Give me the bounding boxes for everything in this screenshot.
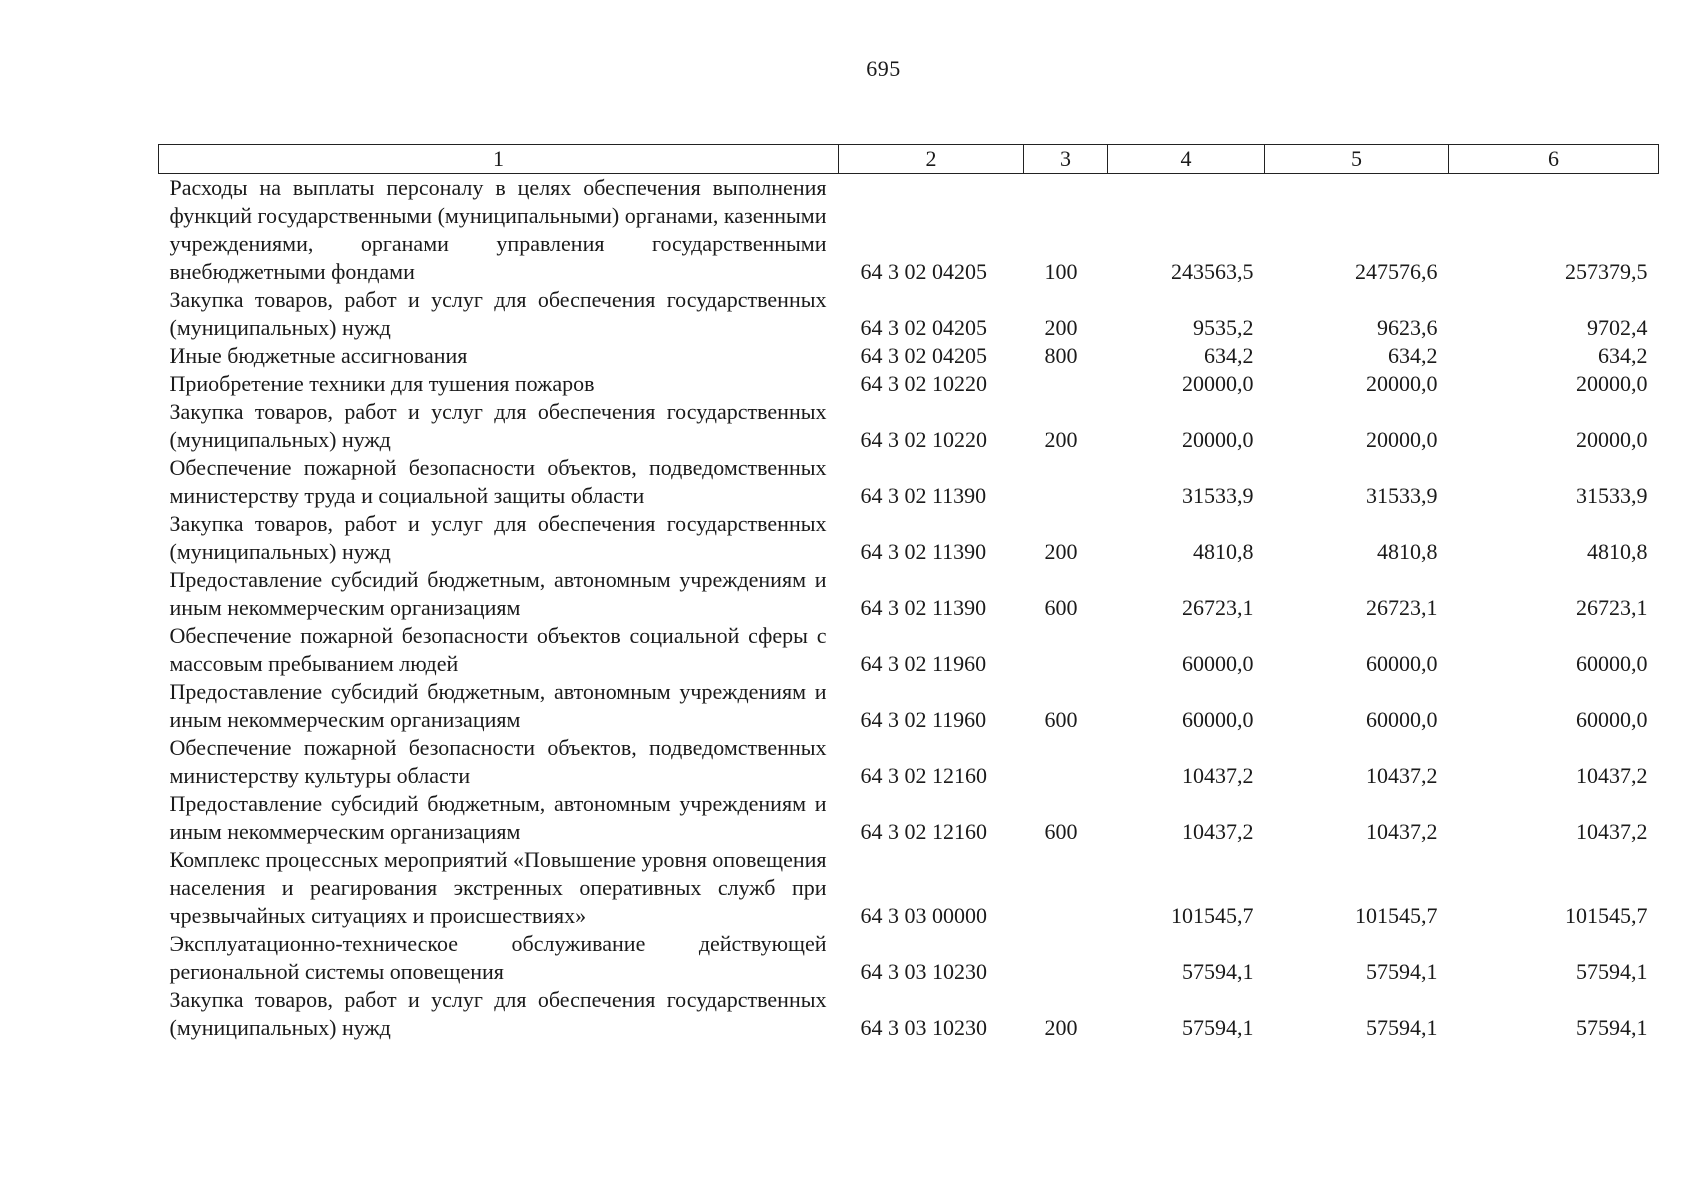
row-value-col4: 10437,2 — [1182, 819, 1254, 844]
row-description: Обеспечение пожарной безопасности объектов, подведомственных министерству культуры области — [169, 735, 827, 788]
row-description: Комплекс процессных мероприятий «Повышение уровня оповещения населения и реагирования экстренных оперативных служб при чрезвычайных ситуациях и происшествиях» — [169, 847, 827, 928]
row-value-col4: 60000,0 — [1182, 651, 1254, 676]
row-value-col6: 60000,0 — [1576, 651, 1648, 676]
row-value-col6: 20000,0 — [1576, 371, 1648, 396]
row-value-col5: 57594,1 — [1366, 1015, 1438, 1040]
row-target-code: 64 3 02 11960 — [860, 707, 987, 732]
row-description: Закупка товаров, работ и услуг для обеспечения государственных (муниципальных) нужд — [169, 987, 827, 1040]
table-row — [159, 174, 1659, 287]
row-value-col4: 243563,5 — [1171, 259, 1254, 284]
row-value-col4: 101545,7 — [1171, 903, 1254, 928]
row-value-col6: 60000,0 — [1576, 707, 1648, 732]
row-target-code: 64 3 02 04205 — [860, 315, 987, 340]
row-target-code: 64 3 03 10230 — [860, 1015, 987, 1040]
row-target-code: 64 3 03 00000 — [860, 903, 987, 928]
row-value-col4: 26723,1 — [1182, 595, 1254, 620]
row-value-col5: 60000,0 — [1366, 651, 1438, 676]
header-cell-1: 1 — [159, 145, 839, 174]
row-value-col6: 10437,2 — [1576, 763, 1648, 788]
row-expense-type: 200 — [1044, 539, 1078, 564]
table-row — [159, 566, 1659, 622]
row-value-col5: 31533,9 — [1366, 483, 1438, 508]
row-value-col5: 101545,7 — [1355, 903, 1438, 928]
row-expense-type: 600 — [1044, 819, 1078, 844]
row-target-code: 64 3 02 12160 — [860, 819, 987, 844]
table-row — [159, 790, 1659, 846]
row-target-code: 64 3 02 04205 — [860, 343, 987, 368]
row-target-code: 64 3 02 04205 — [860, 259, 987, 284]
row-expense-type: 600 — [1044, 707, 1078, 732]
row-expense-type — [1024, 734, 1108, 790]
table-row — [159, 846, 1659, 930]
table-row — [159, 398, 1659, 454]
row-value-col5: 9623,6 — [1377, 315, 1438, 340]
row-target-code: 64 3 03 10230 — [860, 959, 987, 984]
row-expense-type: 100 — [1044, 259, 1078, 284]
header-cell-2: 2 — [839, 145, 1024, 174]
row-value-col4: 31533,9 — [1182, 483, 1254, 508]
row-target-code: 64 3 02 11390 — [860, 595, 987, 620]
row-expense-type: 200 — [1044, 315, 1078, 340]
row-value-col6: 634,2 — [1598, 343, 1648, 368]
header-cell-3: 3 — [1024, 145, 1108, 174]
row-value-col4: 60000,0 — [1182, 707, 1254, 732]
row-value-col6: 257379,5 — [1565, 259, 1648, 284]
row-value-col5: 60000,0 — [1366, 707, 1438, 732]
row-expense-type — [1024, 370, 1108, 398]
row-value-col4: 4810,8 — [1193, 539, 1254, 564]
row-description: Предоставление субсидий бюджетным, автономным учреждениям и иным некоммерческим организациям — [169, 679, 827, 732]
row-value-col6: 31533,9 — [1576, 483, 1648, 508]
row-description: Закупка товаров, работ и услуг для обеспечения государственных (муниципальных) нужд — [169, 511, 827, 564]
row-target-code: 64 3 02 12160 — [860, 763, 987, 788]
table-row — [159, 734, 1659, 790]
row-target-code: 64 3 02 10220 — [860, 371, 987, 396]
row-value-col5: 20000,0 — [1366, 371, 1438, 396]
row-description: Закупка товаров, работ и услуг для обеспечения государственных (муниципальных) нужд — [169, 399, 827, 452]
row-value-col5: 26723,1 — [1366, 595, 1438, 620]
row-value-col4: 9535,2 — [1193, 315, 1254, 340]
table-row — [159, 342, 1659, 370]
row-value-col5: 57594,1 — [1366, 959, 1438, 984]
table-header — [159, 145, 1659, 174]
row-description: Предоставление субсидий бюджетным, автономным учреждениям и иным некоммерческим организациям — [169, 567, 827, 620]
row-value-col5: 10437,2 — [1366, 819, 1438, 844]
header-cell-6: 6 — [1449, 145, 1659, 174]
row-expense-type — [1024, 454, 1108, 510]
row-value-col4: 10437,2 — [1182, 763, 1254, 788]
row-description: Приобретение техники для тушения пожаров — [169, 371, 595, 396]
budget-table — [158, 144, 1659, 1042]
table-row — [159, 986, 1659, 1042]
row-expense-type — [1024, 846, 1108, 930]
row-value-col6: 9702,4 — [1587, 315, 1648, 340]
row-value-col4: 57594,1 — [1182, 1015, 1254, 1040]
table-row — [159, 622, 1659, 678]
row-description: Предоставление субсидий бюджетным, автономным учреждениям и иным некоммерческим организациям — [169, 791, 827, 844]
table-row — [159, 930, 1659, 986]
table-row — [159, 454, 1659, 510]
row-description: Обеспечение пожарной безопасности объектов социальной сферы с массовым пребыванием людей — [169, 623, 827, 676]
row-value-col4: 57594,1 — [1182, 959, 1254, 984]
row-value-col5: 20000,0 — [1366, 427, 1438, 452]
table-row — [159, 510, 1659, 566]
row-expense-type — [1024, 930, 1108, 986]
row-value-col5: 4810,8 — [1377, 539, 1438, 564]
row-value-col6: 57594,1 — [1576, 959, 1648, 984]
header-row — [159, 145, 1659, 174]
row-value-col5: 634,2 — [1388, 343, 1438, 368]
row-value-col6: 101545,7 — [1565, 903, 1648, 928]
row-value-col4: 634,2 — [1204, 343, 1254, 368]
row-value-col5: 247576,6 — [1355, 259, 1438, 284]
row-description: Обеспечение пожарной безопасности объектов, подведомственных министерству труда и социальной защиты области — [169, 455, 827, 508]
row-value-col6: 4810,8 — [1587, 539, 1648, 564]
row-expense-type: 200 — [1044, 427, 1078, 452]
row-target-code: 64 3 02 10220 — [860, 427, 987, 452]
table-body — [159, 174, 1659, 1043]
row-expense-type — [1024, 622, 1108, 678]
row-value-col6: 10437,2 — [1576, 819, 1648, 844]
row-expense-type: 800 — [1044, 343, 1078, 368]
row-target-code: 64 3 02 11960 — [860, 651, 987, 676]
row-description: Иные бюджетные ассигнования — [169, 343, 468, 368]
row-expense-type: 600 — [1044, 595, 1078, 620]
table-row — [159, 370, 1659, 398]
table-row — [159, 678, 1659, 734]
row-value-col5: 10437,2 — [1366, 763, 1438, 788]
row-target-code: 64 3 02 11390 — [860, 539, 987, 564]
header-cell-4: 4 — [1108, 145, 1265, 174]
table-row — [159, 286, 1659, 342]
page-number: 695 — [866, 56, 901, 81]
row-expense-type: 200 — [1044, 1015, 1078, 1040]
row-value-col4: 20000,0 — [1182, 371, 1254, 396]
row-value-col4: 20000,0 — [1182, 427, 1254, 452]
row-value-col6: 26723,1 — [1576, 595, 1648, 620]
row-description: Эксплуатационно-техническое обслуживание действующей региональной системы оповещения — [169, 931, 827, 984]
row-value-col6: 20000,0 — [1576, 427, 1648, 452]
row-target-code: 64 3 02 11390 — [860, 483, 987, 508]
row-value-col6: 57594,1 — [1576, 1015, 1648, 1040]
header-cell-5: 5 — [1265, 145, 1449, 174]
row-description: Расходы на выплаты персоналу в целях обеспечения выполнения функций государственными (муниципальными) органами, казенными учреждениями, органами управления государственными внебюджетными фондами — [169, 175, 827, 284]
row-description: Закупка товаров, работ и услуг для обеспечения государственных (муниципальных) нужд — [169, 287, 827, 340]
